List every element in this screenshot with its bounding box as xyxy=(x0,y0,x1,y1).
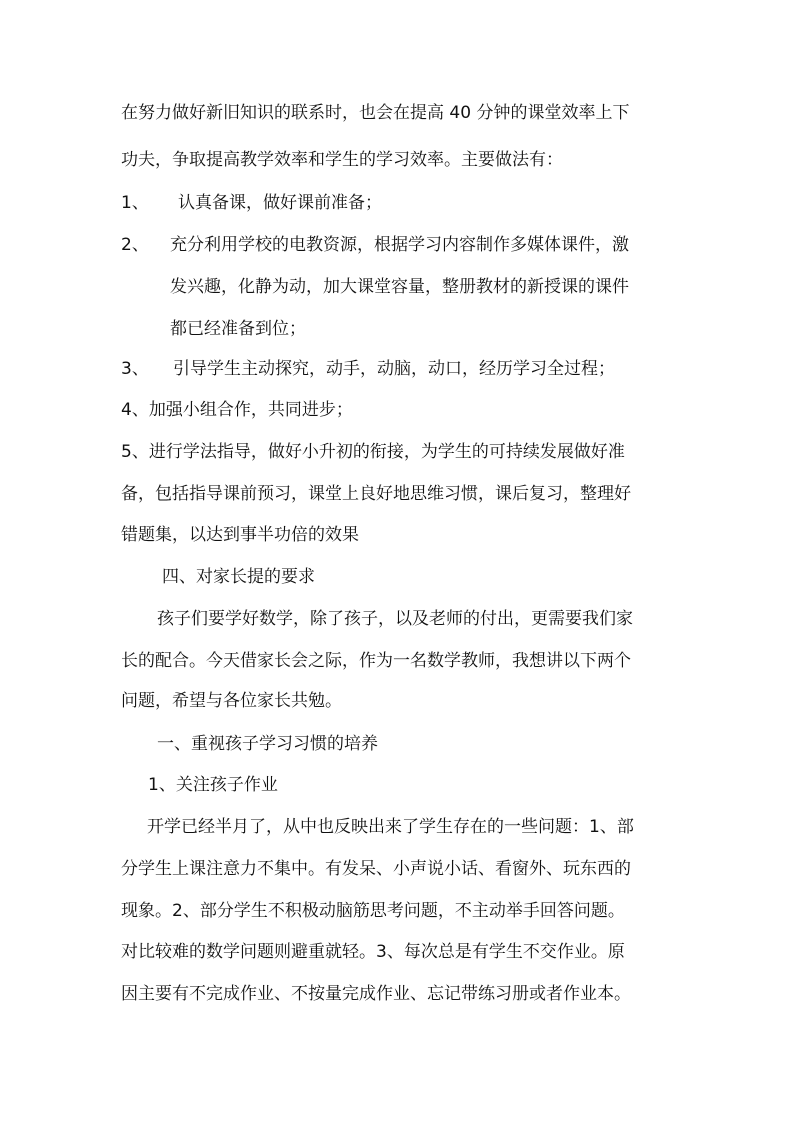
subsection-heading-one: 一、重视孩子学习习惯的培养 xyxy=(157,734,378,754)
list-item-number-2: 2、 xyxy=(121,235,149,255)
list-item-number-3: 3、 xyxy=(121,359,149,379)
parent-paragraph-line-2: 长的配合。今天借家长会之际，作为一名数学教师，我想讲以下两个 xyxy=(121,651,631,671)
intro-line-1: 在努力做好新旧知识的联系时，也会在提高 40 分钟的课堂效率上下 xyxy=(121,103,630,123)
parent-paragraph-line-3: 问题，希望与各位家长共勉。 xyxy=(121,691,342,711)
intro-line-2: 功夫，争取提高教学效率和学生的学习效率。主要做法有： xyxy=(121,150,563,170)
point-heading-one: 1、关注孩子作业 xyxy=(148,775,278,795)
list-item-2-text-line-1: 充分利用学校的电教资源，根据学习内容制作多媒体课件，激 xyxy=(170,235,629,255)
homework-paragraph-line-5: 因主要有不完成作业、不按量完成作业、忘记带练习册或者作业本。 xyxy=(121,984,631,1004)
list-item-4-text: 4、加强小组合作，共同进步； xyxy=(121,400,353,420)
parent-paragraph-line-1: 孩子们要学好数学，除了孩子，以及老师的付出，更需要我们家 xyxy=(157,609,633,629)
homework-paragraph-line-2: 分学生上课注意力不集中。有发呆、小声说小话、看窗外、玩东西的 xyxy=(121,859,631,879)
list-item-number-1: 1、 xyxy=(121,193,149,213)
homework-paragraph-line-3: 现象。2、部分学生不积极动脑筋思考问题，不主动举手回答问题。 xyxy=(121,901,625,921)
list-item-2-text-line-3: 都已经准备到位； xyxy=(170,319,306,339)
homework-paragraph-line-1: 开学已经半月了，从中也反映出来了学生存在的一些问题：1、部 xyxy=(147,817,634,837)
list-item-1-text: 认真备课，做好课前准备； xyxy=(178,193,382,213)
list-item-5-text-line-2: 备，包括指导课前预习，课堂上良好地思维习惯，课后复习，整理好 xyxy=(121,484,631,504)
list-item-2-text-line-2: 发兴趣，化静为动，加大课堂容量，整册教材的新授课的课件 xyxy=(170,277,629,297)
list-item-5-text-line-1: 5、进行学法指导，做好小升初的衔接，为学生的可持续发展做好准 xyxy=(121,442,625,462)
list-item-5-text-line-3: 错题集，以达到事半功倍的效果 xyxy=(121,525,359,545)
section-heading-four: 四、对家长提的要求 xyxy=(162,567,315,587)
list-item-3-text: 引导学生主动探究，动手，动脑，动口，经历学习全过程； xyxy=(173,359,615,379)
homework-paragraph-line-4: 对比较难的数学问题则避重就轻。3、每次总是有学生不交作业。原 xyxy=(121,942,625,962)
